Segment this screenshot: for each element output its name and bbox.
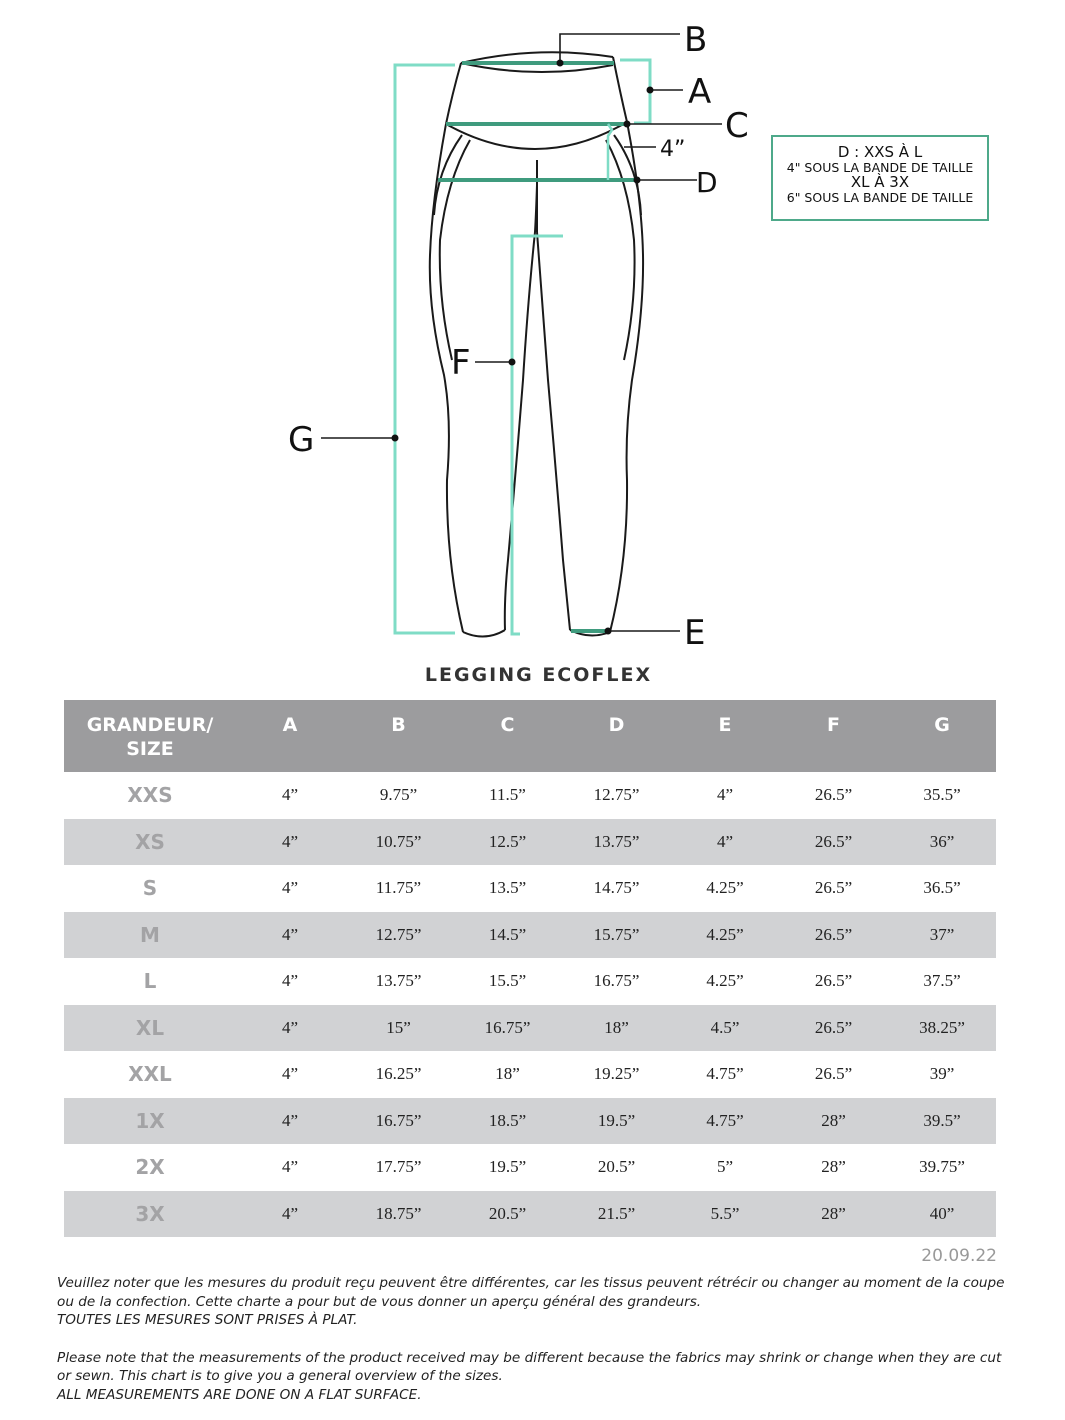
- measurement-cell: 4”: [281, 878, 299, 898]
- note-line-3: XL À 3X: [850, 173, 910, 192]
- measurement-cell: 36.5”: [923, 878, 961, 898]
- measurement-cell: 4”: [671, 819, 779, 866]
- measurement-cell: 4”: [281, 971, 299, 991]
- measurement-cell: 4”: [716, 785, 734, 805]
- measurement-cell: 11.5”: [489, 785, 526, 805]
- note-en-1: Please note that the measurements of the product received may be different because the fabrics may shrink or change when they are cut: [57, 1349, 1002, 1366]
- measurement-cell: 4.25”: [706, 878, 744, 898]
- measurement-cell: 38.25”: [888, 1005, 996, 1052]
- measurement-cell: 39.5”: [888, 1098, 996, 1145]
- measurement-cell: 12.75”: [344, 912, 453, 959]
- note-fr-1: Veuillez noter que les mesures du produit reçu peuvent être différentes, car les tissus peuvent rétrécir ou changer au moment de la coupe: [57, 1275, 1005, 1291]
- size-label: 3X: [64, 1191, 236, 1238]
- measurement-cell: 26.5”: [779, 912, 888, 959]
- size-label: XS: [64, 819, 236, 866]
- note-en-2: or sewn. This chart is to give you a general overview of the sizes.: [57, 1368, 503, 1384]
- note-line-2: 4" SOUS LA BANDE DE TAILLE: [786, 159, 974, 175]
- measurement-cell: 10.75”: [344, 819, 453, 866]
- measurement-cell: 13.75”: [562, 819, 671, 866]
- table-row: [64, 912, 996, 959]
- header-col-c: C: [453, 700, 562, 772]
- table-row: [64, 1098, 996, 1145]
- measurement-cell: 40”: [888, 1191, 996, 1238]
- measurement-cell: 21.5”: [562, 1191, 671, 1238]
- measurement-cell: 18.75”: [344, 1191, 453, 1238]
- measurement-cell: 37”: [888, 912, 996, 959]
- measurement-cell: 16.75”: [593, 971, 640, 991]
- label-4-inch: 4”: [660, 137, 686, 162]
- measurement-cell: 4.25”: [706, 971, 744, 991]
- measurement-cell: 19.25”: [593, 1064, 640, 1084]
- table-row: [64, 819, 996, 866]
- header-col-e: E: [671, 700, 779, 772]
- measurement-cell: 14.5”: [453, 912, 562, 959]
- measurement-cell: 26.5”: [779, 1005, 888, 1052]
- measurement-cell: 39.75”: [919, 1157, 965, 1177]
- measurement-cell: 16.75”: [344, 1098, 453, 1145]
- measurement-cell: 20.5”: [453, 1191, 562, 1238]
- measurement-cell: 16.25”: [375, 1064, 422, 1084]
- measurement-cell: 18.5”: [453, 1098, 562, 1145]
- measurement-cell: 4”: [281, 1157, 299, 1177]
- note-fr-3: TOUTES LES MESURES SONT PRISES À PLAT.: [57, 1312, 358, 1328]
- measure-g-line: [395, 65, 455, 633]
- header-col-d: D: [562, 700, 671, 772]
- size-label: L: [143, 969, 157, 994]
- measurement-cell: 4”: [281, 1064, 299, 1084]
- measurement-cell: 4.75”: [706, 1064, 744, 1084]
- header-col-a: A: [236, 700, 344, 772]
- measurement-cell: 4.5”: [671, 1005, 779, 1052]
- measurement-cell: 4.25”: [671, 912, 779, 959]
- table-row: [64, 1051, 996, 1098]
- measurement-cell: 4”: [281, 785, 299, 805]
- measurement-cell: 28”: [779, 1191, 888, 1238]
- label-b: B: [684, 20, 708, 60]
- table-row: [64, 772, 996, 819]
- header-size: GRANDEUR/ SIZE: [64, 700, 236, 772]
- table-row: [64, 1144, 996, 1191]
- size-label: XXS: [127, 783, 173, 808]
- measurement-cell: 39”: [929, 1064, 955, 1084]
- table-row: [64, 958, 996, 1005]
- header-col-b: B: [344, 700, 453, 772]
- measurement-cell: 15”: [344, 1005, 453, 1052]
- table-row: [64, 865, 996, 912]
- measurement-cell: 11.75”: [375, 878, 422, 898]
- legging-measurement-diagram: [0, 0, 1065, 660]
- table-row: [64, 1005, 996, 1052]
- note-fr-2: ou de la confection. Cette charte a pour but de vous donner un aperçu général des grandeurs.: [57, 1293, 702, 1310]
- measurement-cell: 9.75”: [379, 785, 418, 805]
- label-f: F: [451, 343, 471, 383]
- measurement-cell: 12.5”: [453, 819, 562, 866]
- note-en-3: ALL MEASUREMENTS ARE DONE ON A FLAT SURFACE.: [57, 1386, 422, 1403]
- size-label: XL: [64, 1005, 236, 1052]
- note-line-1: D : XXS À L: [837, 143, 923, 161]
- measurement-cell: 26.5”: [814, 785, 853, 805]
- chart-title: LEGGING ECOFLEX: [424, 664, 653, 686]
- measurement-cell: 26.5”: [814, 878, 853, 898]
- measurement-cell: 14.75”: [593, 878, 640, 898]
- measurement-cell: 5”: [716, 1157, 734, 1177]
- measurement-cell: 28”: [779, 1098, 888, 1145]
- measurement-cell: 26.5”: [779, 819, 888, 866]
- measurement-lines: [395, 60, 650, 634]
- size-label: XXL: [128, 1062, 172, 1087]
- measurement-cell: 4”: [236, 1098, 344, 1145]
- measurement-cell: 26.5”: [814, 971, 853, 991]
- header-col-f: F: [779, 700, 888, 772]
- size-label: 1X: [64, 1098, 236, 1145]
- measurement-cell: 26.5”: [814, 1064, 853, 1084]
- note-line-4: 6" SOUS LA BANDE DE TAILLE: [786, 189, 974, 205]
- label-c: C: [725, 106, 749, 146]
- size-label: 2X: [135, 1155, 165, 1180]
- measurement-cell: 4.75”: [671, 1098, 779, 1145]
- measurement-cell: 36”: [888, 819, 996, 866]
- measurement-cell: 13.5”: [488, 878, 527, 898]
- measurement-cell: 20.5”: [597, 1157, 636, 1177]
- table-row: [64, 1191, 996, 1238]
- measurement-cell: 13.75”: [375, 971, 422, 991]
- measurement-cell: 12.75”: [593, 785, 640, 805]
- measurement-d-note: [771, 135, 989, 221]
- revision-date: 20.09.22: [921, 1246, 997, 1266]
- measurement-cell: 15.5”: [488, 971, 527, 991]
- measurement-cell: 19.5”: [488, 1157, 527, 1177]
- measurement-cell: 19.5”: [562, 1098, 671, 1145]
- measurement-cell: 16.75”: [453, 1005, 562, 1052]
- measurement-cell: 5.5”: [671, 1191, 779, 1238]
- disclaimer-notes: [57, 1274, 1017, 1404]
- measurement-cell: 4”: [236, 1191, 344, 1238]
- label-d: D: [696, 166, 718, 199]
- label-a: A: [688, 72, 712, 112]
- measurement-cell: 17.75”: [375, 1157, 422, 1177]
- measurement-cell: 4”: [236, 1005, 344, 1052]
- label-g: G: [288, 420, 315, 460]
- size-table: [64, 700, 996, 1237]
- measurement-cell: 18”: [495, 1064, 520, 1084]
- measurement-cell: 28”: [821, 1157, 846, 1177]
- measure-f-line: [512, 236, 563, 634]
- measurement-cell: 18”: [562, 1005, 671, 1052]
- header-col-g: G: [888, 700, 996, 772]
- leader-dots: [392, 60, 654, 635]
- measurement-cell: 4”: [236, 912, 344, 959]
- table-header-row: [64, 700, 996, 772]
- size-label: M: [64, 912, 236, 959]
- measurement-cell: 37.5”: [923, 971, 961, 991]
- size-label: S: [142, 876, 158, 901]
- label-e: E: [684, 613, 706, 653]
- measurement-cell: 15.75”: [562, 912, 671, 959]
- measurement-cell: 35.5”: [923, 785, 961, 805]
- measurement-cell: 4”: [236, 819, 344, 866]
